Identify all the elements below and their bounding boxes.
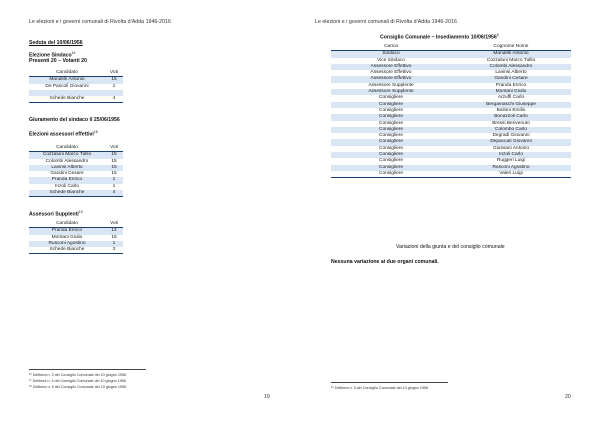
row-label-cell: Consigliere: [331, 139, 451, 145]
row-label-cell: Vice Sindaco: [331, 58, 451, 64]
row-value-cell: 4: [105, 190, 123, 197]
row-value-cell: 15: [105, 152, 123, 159]
footnote: ¹⁶ Delibera n. 3 del Consiglio Comunale del 10 giugno 1956: [29, 373, 127, 377]
row-value-cell: Colombo Carlo: [451, 127, 571, 133]
row-label-cell: Gandini Cesare: [29, 171, 105, 177]
page-number: 19: [264, 394, 270, 400]
mayor-vote-table: [29, 70, 123, 103]
row-label-cell: Consigliere: [331, 171, 451, 178]
council-title: Consiglio Comunale – Insediamento 10/06/1956$^8$: [380, 33, 499, 41]
table-row: [29, 247, 123, 254]
row-value-cell: Colombi Alessandro: [451, 64, 571, 70]
row-label-cell: Pranda Enrico: [29, 228, 105, 235]
footnote: ¹⁷ Delibera n. 4 del Consiglio Comunale del 10 giugno 1956: [29, 379, 126, 383]
table-header-row: [29, 70, 123, 77]
row-label-cell: Consigliere: [331, 114, 451, 120]
row-value-cell: Ruggeri Luigi: [451, 158, 571, 164]
table-row: [331, 51, 571, 58]
row-value-cell: Arzuffi Carlo: [451, 95, 571, 101]
column-header: Candidato: [29, 70, 105, 77]
row-label-cell: Consigliere: [331, 158, 451, 164]
row-value-cell: 15: [105, 159, 123, 165]
row-value-cell: Montani Giulio: [451, 89, 571, 95]
row-value-cell: 1: [105, 177, 123, 183]
right-page: [300, 0, 600, 424]
row-label-cell: Consigliere: [331, 146, 451, 152]
footnote: ¹⁸ Delibera n. 5 del Consiglio Comunale del 10 giugno 1956: [29, 385, 127, 389]
row-label-cell: Consigliere: [331, 133, 451, 139]
mayor-election-title: Elezione Sindaco$^{16}$: [29, 51, 76, 59]
row-value-cell: Bergamaschi Giuseppe: [451, 102, 571, 108]
row-value-cell: Giussani Antonio: [451, 146, 571, 152]
table-row: [29, 152, 123, 159]
row-value-cell: Rusconi Agostino: [451, 165, 571, 171]
row-value-cell: 4: [105, 96, 123, 103]
row-value-cell: 14: [105, 228, 123, 235]
row-value-cell: 1: [105, 84, 123, 90]
row-value-cell: Lavinsi Alberto: [451, 70, 571, 76]
column-header: Voti: [105, 145, 123, 152]
running-head: Le elezioni e i governi comunali di Rivolta d’Adda 1946-2016: [315, 19, 457, 25]
footnote: ¹⁹ Delibera n. 3 del Consiglio Comunale del 10 giugno 1956: [331, 386, 429, 390]
table-header-row: [331, 44, 571, 51]
presence-line: Presenti 20 – Votanti 20: [29, 58, 87, 64]
table-row: [29, 190, 123, 197]
row-value-cell: 15: [105, 165, 123, 171]
row-value-cell: Cozzaluni Marco Tullio: [451, 58, 571, 64]
table-row: [29, 228, 123, 235]
row-label-cell: Pranda Enrico: [29, 177, 105, 183]
row-label-cell: Rusconi Agostino: [29, 241, 105, 247]
table-row: [331, 171, 571, 178]
row-label-cell: Consigliere: [331, 152, 451, 158]
row-label-cell: Schede Bianche: [29, 247, 105, 254]
page-number: 20: [565, 394, 571, 400]
row-label-cell: Consigliere: [331, 121, 451, 127]
row-value-cell: 15: [105, 77, 123, 84]
row-label-cell: Assessore Effettivo: [331, 64, 451, 70]
row-label-cell: Sindaco: [331, 51, 451, 58]
row-label-cell: Consigliere: [331, 165, 451, 171]
footnote-rule: [331, 382, 448, 383]
council-table: [331, 44, 571, 178]
row-value-cell: 1: [105, 184, 123, 190]
row-label-cell: Cozzaluni Marco Tullio: [29, 152, 105, 159]
table-header-row: [29, 145, 123, 152]
session-title: Seduta del 10/06/1956: [29, 40, 83, 46]
row-label-cell: Montani Giulio: [29, 235, 105, 241]
running-head: Le elezioni e i governi comunali di Rivolta d’Adda 1946-2016: [29, 19, 171, 25]
row-value-cell: Bonazzoli Carlo: [451, 114, 571, 120]
row-value-cell: Inzoli Carlo: [451, 152, 571, 158]
footnote-rule: [29, 369, 146, 370]
row-value-cell: Mandelli Antonio: [451, 51, 571, 58]
row-value-cell: 16: [105, 235, 123, 241]
row-label-cell: Consigliere: [331, 102, 451, 108]
column-header: Cognome Nome: [451, 44, 571, 51]
effective-vote-table: [29, 145, 123, 197]
supplementary-vote-table: [29, 221, 123, 254]
row-label-cell: Assessore Effettivo: [331, 70, 451, 76]
row-label-cell: Assessore Effettivo: [331, 76, 451, 82]
row-label-cell: Lavinsi Alberto: [29, 165, 105, 171]
column-header: Voti: [105, 221, 123, 228]
row-label-cell: De Pascoli Giovanni: [29, 84, 105, 90]
row-value-cell: Depaccati Giovanni: [451, 139, 571, 145]
oath-line: Giuramento del sindaco il 25/06/1956: [29, 117, 120, 123]
variations-title: Variazioni della giunta e del consiglio comunale: [396, 244, 505, 250]
row-value-cell: 15: [105, 171, 123, 177]
table-header-row: [29, 221, 123, 228]
row-label-cell: Inzoli Carlo: [29, 184, 105, 190]
row-value-cell: Pranda Enrico: [451, 83, 571, 89]
column-header: Carica: [331, 44, 451, 51]
effective-title: Elezioni assessori effettivi$^{18}$: [29, 130, 98, 138]
row-label-cell: Consigliere: [331, 127, 451, 133]
row-label-cell: Assessore Supplente: [331, 83, 451, 89]
row-label-cell: Consigliere: [331, 108, 451, 114]
row-value-cell: 3: [105, 247, 123, 254]
column-header: Candidato: [29, 145, 105, 152]
column-header: Candidato: [29, 221, 105, 228]
row-value-cell: 1: [105, 241, 123, 247]
supplementary-title: Assessori Supplenti$^{19}$: [29, 210, 83, 218]
row-label-cell: Assessore Supplente: [331, 89, 451, 95]
row-value-cell: Gandini Cesare: [451, 76, 571, 82]
row-label-cell: Consigliere: [331, 95, 451, 101]
row-value-cell: Degradi Giovanni: [451, 133, 571, 139]
column-header: Voti: [105, 70, 123, 77]
row-value-cell: Bressi Benvenuto: [451, 121, 571, 127]
row-label-cell: Schede Bianche: [29, 190, 105, 197]
variations-text: Nessuna variazione ai due organi comunali.: [331, 259, 439, 265]
row-label-cell: Schede Bianche: [29, 96, 105, 103]
row-label-cell: Mandelli Antonio: [29, 77, 105, 84]
table-row: [29, 96, 123, 103]
row-value-cell: Boiloni Emilio: [451, 108, 571, 114]
table-row: [29, 77, 123, 84]
row-label-cell: Colombi Alessandro: [29, 159, 105, 165]
row-value-cell: Valeri Luigi: [451, 171, 571, 178]
